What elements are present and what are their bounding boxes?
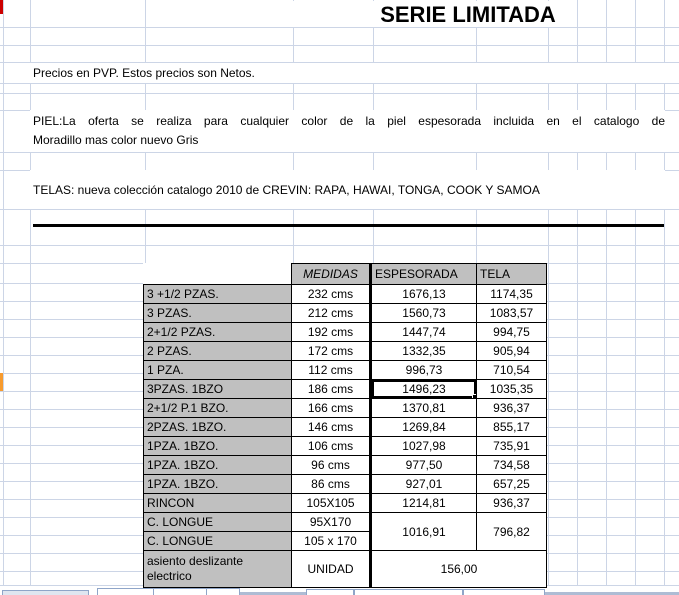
cell-espesorada[interactable]: 1370,81	[371, 399, 477, 418]
gridline	[548, 0, 549, 585]
cell-tela[interactable]: 735,91	[477, 437, 547, 456]
sheet-tab[interactable]	[463, 589, 545, 595]
row-label[interactable]: C. LONGUE	[144, 513, 292, 532]
table-header-row	[144, 264, 547, 285]
table-corner-spacer	[144, 264, 292, 285]
cell-espesorada[interactable]: 927,01	[371, 475, 477, 494]
table-row	[144, 456, 547, 475]
price-table	[143, 263, 547, 588]
header-medidas[interactable]: MEDIDAS	[292, 264, 371, 285]
row-label[interactable]: 3 PZAS.	[144, 304, 292, 323]
note-telas[interactable]	[33, 181, 665, 200]
table-row-selected	[144, 380, 547, 399]
table-row	[144, 494, 547, 513]
cell-medidas[interactable]: 105X105	[292, 494, 371, 513]
gridline	[0, 209, 679, 210]
cell-tela-merged[interactable]: 796,82	[477, 513, 547, 551]
cell-tela[interactable]: 1035,35	[477, 380, 547, 399]
table-row	[144, 323, 547, 342]
cell-espesorada-merged[interactable]: 1016,91	[371, 513, 477, 551]
selected-cell[interactable]: 1496,23	[371, 380, 477, 399]
cell-espesorada[interactable]: 1332,35	[371, 342, 477, 361]
table-row	[144, 437, 547, 456]
table-row	[144, 551, 547, 588]
row-label[interactable]: 2PZAS. 1BZO.	[144, 418, 292, 437]
row-label[interactable]: C. LONGUE	[144, 532, 292, 551]
table-row	[144, 513, 547, 532]
cell-medidas[interactable]: 212 cms	[292, 304, 371, 323]
gridline	[0, 45, 679, 46]
gridline	[0, 245, 679, 246]
header-espesorada[interactable]: ESPESORADA	[371, 264, 477, 285]
cell-medidas[interactable]: 95X170	[292, 513, 371, 532]
cell-tela[interactable]: 657,25	[477, 475, 547, 494]
note-precios[interactable]	[33, 64, 663, 83]
cell-tela[interactable]: 855,17	[477, 418, 547, 437]
cell-espesorada[interactable]: 996,73	[371, 361, 477, 380]
cell-espesorada[interactable]: 1269,84	[371, 418, 477, 437]
row-label[interactable]: 2 PZAS.	[144, 342, 292, 361]
table-row	[144, 342, 547, 361]
sheet-tab[interactable]	[97, 588, 240, 595]
cell-espesorada[interactable]: 1560,73	[371, 304, 477, 323]
table-row	[144, 399, 547, 418]
gridline	[3, 0, 4, 585]
cell-tela[interactable]: 936,37	[477, 399, 547, 418]
cell-tela[interactable]: 936,37	[477, 494, 547, 513]
cell-medidas[interactable]: 86 cms	[292, 475, 371, 494]
cell-medidas[interactable]: 192 cms	[292, 323, 371, 342]
row-label[interactable]: 2+1/2 P.1 BZO.	[144, 399, 292, 418]
tab-divider	[206, 589, 207, 595]
cell-tela[interactable]: 905,94	[477, 342, 547, 361]
row-label[interactable]: 3 +1/2 PZAS.	[144, 285, 292, 304]
sheet-tab[interactable]	[306, 589, 354, 595]
gridline	[0, 93, 679, 94]
row-label[interactable]: RINCON	[144, 494, 292, 513]
note-piel[interactable]	[33, 112, 665, 150]
orange-row-marker	[0, 373, 3, 391]
cell-espesorada[interactable]: 977,50	[371, 456, 477, 475]
gridline	[0, 83, 679, 84]
cell-medidas[interactable]: UNIDAD	[292, 551, 371, 588]
cell-tela[interactable]: 710,54	[477, 361, 547, 380]
sheet-tab[interactable]	[354, 589, 463, 595]
red-cell-marker	[0, 0, 3, 14]
cell-medidas[interactable]: 186 cms	[292, 380, 371, 399]
cell-precio-merged[interactable]: 156,00	[371, 551, 547, 588]
cell-tela[interactable]: 994,75	[477, 323, 547, 342]
row-label[interactable]: 1PZA. 1BZO.	[144, 475, 292, 494]
table-row	[144, 361, 547, 380]
cell-medidas[interactable]: 96 cms	[292, 456, 371, 475]
cell-tela[interactable]: 1083,57	[477, 304, 547, 323]
note-piel-line2: Moradillo mas color nuevo Gris	[33, 133, 199, 147]
cell-espesorada[interactable]: 1027,98	[371, 437, 477, 456]
row-label[interactable]: 1 PZA.	[144, 361, 292, 380]
row-label[interactable]: 1PZA. 1BZO.	[144, 437, 292, 456]
gridline	[606, 0, 607, 585]
page-title: SERIE LIMITADA	[380, 2, 556, 27]
gridline	[577, 0, 578, 585]
cell-medidas[interactable]: 232 cms	[292, 285, 371, 304]
cell-tela[interactable]: 734,58	[477, 456, 547, 475]
cell-espesorada[interactable]: 1676,13	[371, 285, 477, 304]
header-tela[interactable]: TELA	[477, 264, 547, 285]
cell-medidas[interactable]: 105 x 170	[292, 532, 371, 551]
cell-medidas[interactable]: 172 cms	[292, 342, 371, 361]
row-label[interactable]: asiento deslizante electrico	[144, 551, 292, 588]
note-precios-text: Precios en PVP. Estos precios son Netos.	[33, 66, 255, 80]
cell-medidas[interactable]: 146 cms	[292, 418, 371, 437]
note-piel-line1: PIEL:La oferta se realiza para cualquier color de la piel espesorada incluida en el catalogo de	[33, 114, 665, 128]
gridline	[30, 0, 31, 585]
gridline	[0, 152, 679, 153]
selection-fill-handle[interactable]	[472, 394, 477, 399]
row-label[interactable]: 1PZA. 1BZO.	[144, 456, 292, 475]
cell-espesorada[interactable]: 1214,81	[371, 494, 477, 513]
gridline	[635, 0, 636, 585]
cell-medidas[interactable]: 106 cms	[292, 437, 371, 456]
table-row	[144, 304, 547, 323]
cell-tela[interactable]: 1174,35	[477, 285, 547, 304]
row-label[interactable]: 3PZAS. 1BZO	[144, 380, 292, 399]
cell-espesorada[interactable]: 1447,74	[371, 323, 477, 342]
cell-medidas[interactable]: 166 cms	[292, 399, 371, 418]
note-telas-text: TELAS: nueva colección catalogo 2010 de CREVIN: RAPA, HAWAI, TONGA, COOK Y SAMOA	[33, 183, 540, 197]
cell-medidas[interactable]: 112 cms	[292, 361, 371, 380]
tab-divider	[153, 589, 154, 595]
row-label[interactable]: 2+1/2 PZAS.	[144, 323, 292, 342]
separator-line	[33, 224, 664, 227]
table-row	[144, 285, 547, 304]
gridline	[664, 0, 665, 585]
tab-scroll-box[interactable]	[2, 590, 89, 595]
table-row	[144, 475, 547, 494]
table-row	[144, 418, 547, 437]
